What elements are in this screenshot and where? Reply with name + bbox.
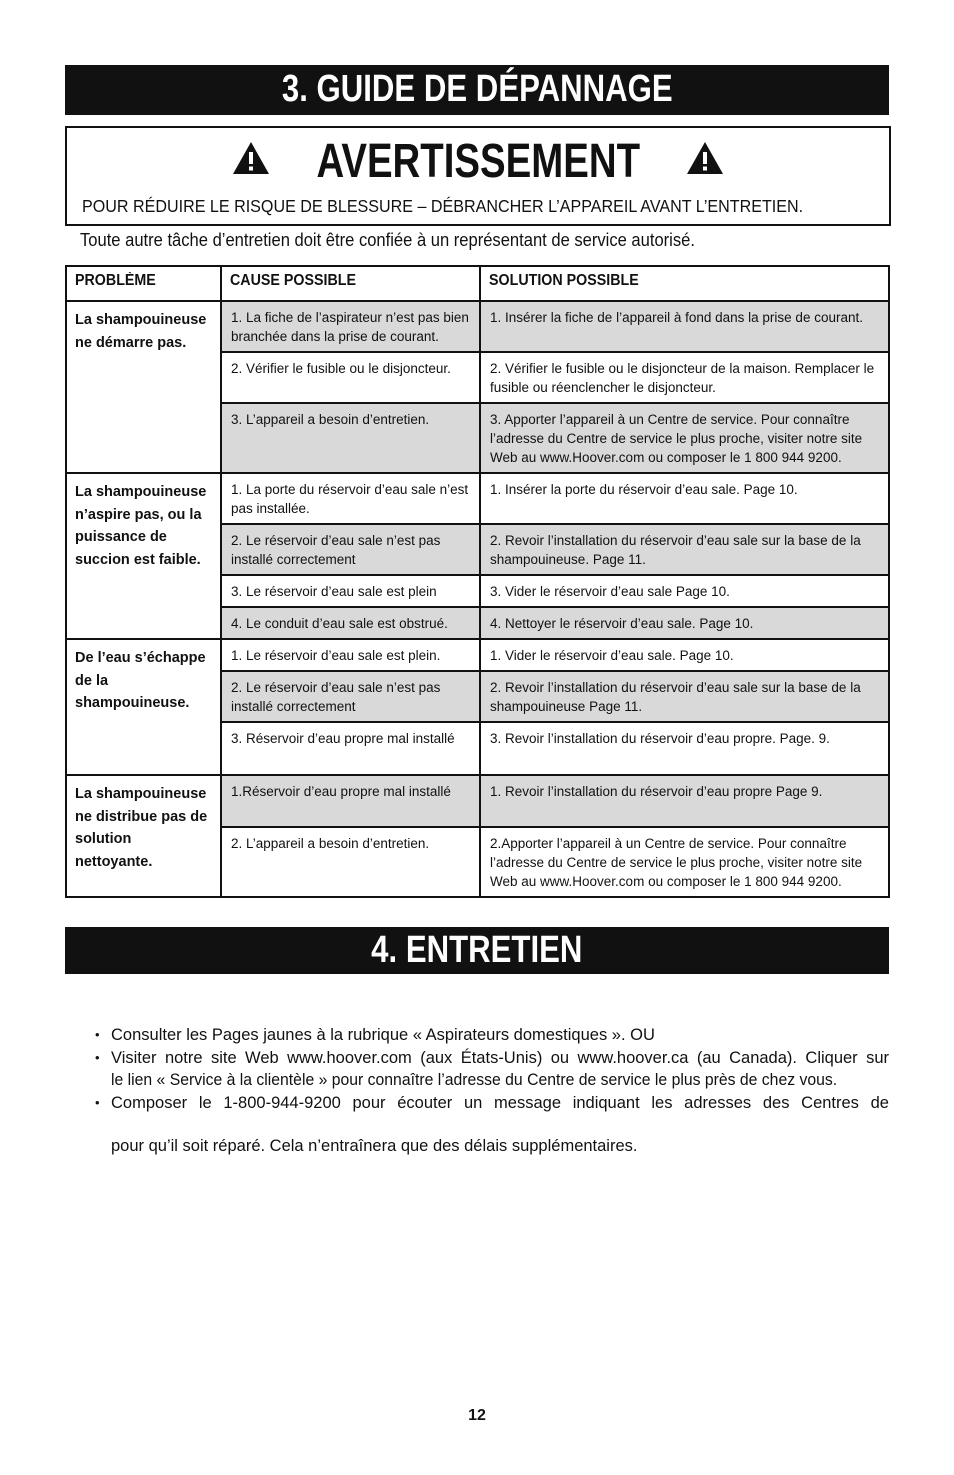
warning-title: AVERTISSEMENT xyxy=(316,135,640,188)
contact-list xyxy=(95,1024,889,1158)
list-item-continuation: le lien « Service à la clientèle » pour connaître l’adresse du Centre de service le plus près de chez vous. xyxy=(111,1071,838,1089)
solution-cell: 3. Apporter l’appareil à un Centre de service. Pour connaître l’adresse du Centre de service le plus proche, visiter notre site Web au www.Hoover.com ou composer le 1 800 944 9200. xyxy=(480,403,889,473)
section-heading-maintenance xyxy=(65,927,889,974)
section-heading-text: 4. ENTRETIEN xyxy=(371,929,583,971)
table-header-row xyxy=(66,266,889,301)
solution-cell: 1. Vider le réservoir d’eau sale. Page 10. xyxy=(480,639,889,671)
cause-cell: 3. Le réservoir d’eau sale est plein xyxy=(221,575,480,607)
list-item: • Consulter les Pages jaunes à la rubrique « Aspirateurs domestiques ». OU xyxy=(95,1024,889,1047)
warning-triangle-icon xyxy=(232,132,270,188)
solution-cell: 1. Revoir l’installation du réservoir d’eau propre Page 9. xyxy=(480,775,889,827)
solution-cell: 3. Vider le réservoir d’eau sale Page 10. xyxy=(480,575,889,607)
warning-box xyxy=(65,126,891,226)
solution-cell: 2. Revoir l’installation du réservoir d’eau sale sur la base de la shampouineuse. Page 11. xyxy=(480,524,889,575)
cause-cell: 2. L’appareil a besoin d’entretien. xyxy=(221,827,480,897)
list-item: • Visiter notre site Web www.hoover.com (aux États-Unis) ou www.hoover.ca (au Canada). Cliquer sur xyxy=(95,1047,889,1070)
column-header-cause: CAUSE POSSIBLE xyxy=(221,266,480,301)
solution-cell: 1. Insérer la fiche de l’appareil à fond dans la prise de courant. xyxy=(480,301,889,352)
section-heading-troubleshooting xyxy=(65,65,889,115)
warning-triangle-icon xyxy=(686,132,724,188)
problem-cell: La shampouineuse ne distribue pas de solution nettoyante. xyxy=(66,775,221,897)
solution-cell: 2.Apporter l’appareil à un Centre de service. Pour connaître l’adresse du Centre de service le plus proche, visiter notre site Web au www.Hoover.com ou composer le 1 800 944 9200. xyxy=(480,827,889,897)
table-row xyxy=(66,301,889,352)
warning-text: POUR RÉDUIRE LE RISQUE DE BLESSURE – DÉBRANCHER L’APPAREIL AVANT L’ENTRETIEN. xyxy=(82,196,804,216)
cause-cell: 2. Le réservoir d’eau sale n’est pas installé correctement xyxy=(221,671,480,722)
column-header-problem: PROBLÈME xyxy=(66,266,221,301)
cause-cell: 1.Réservoir d’eau propre mal installé xyxy=(221,775,480,827)
list-item-continuation: pour qu’il soit réparé. Cela n’entraînera que des délais supplémentaires. xyxy=(111,1137,638,1155)
solution-cell: 3. Revoir l’installation du réservoir d’eau propre. Page. 9. xyxy=(480,722,889,775)
table-row xyxy=(66,775,889,827)
cause-cell: 1. La fiche de l’aspirateur n’est pas bien branchée dans la prise de courant. xyxy=(221,301,480,352)
warning-title-row xyxy=(67,134,889,192)
cause-cell: 2. Le réservoir d’eau sale n’est pas installé correctement xyxy=(221,524,480,575)
cause-cell: 4. Le conduit d’eau sale est obstrué. xyxy=(221,607,480,639)
cause-cell: 1. La porte du réservoir d’eau sale n’est pas installée. xyxy=(221,473,480,524)
troubleshooting-table xyxy=(65,265,890,898)
column-header-solution: SOLUTION POSSIBLE xyxy=(480,266,889,301)
cause-cell: 2. Vérifier le fusible ou le disjoncteur. xyxy=(221,352,480,403)
table-row xyxy=(66,639,889,671)
cause-cell: 1. Le réservoir d’eau sale est plein. xyxy=(221,639,480,671)
list-item: • Composer le 1-800-944-9200 pour écouter un message indiquant les adresses des Centres de xyxy=(95,1092,889,1115)
problem-cell: La shampouineuse ne démarre pas. xyxy=(66,301,221,473)
table-row xyxy=(66,473,889,524)
solution-cell: 2. Revoir l’installation du réservoir d’eau sale sur la base de la shampouineuse Page 11. xyxy=(480,671,889,722)
page-number: 12 xyxy=(468,1407,486,1424)
cause-cell: 3. L’appareil a besoin d’entretien. xyxy=(221,403,480,473)
problem-cell: La shampouineuse n’aspire pas, ou la puissance de succion est faible. xyxy=(66,473,221,639)
solution-cell: 4. Nettoyer le réservoir d’eau sale. Page 10. xyxy=(480,607,889,639)
section-heading-text: 3. GUIDE DE DÉPANNAGE xyxy=(281,68,673,110)
intro-text: Toute autre tâche d’entretien doit être confiée à un représentant de service autorisé. xyxy=(80,230,695,250)
solution-cell: 2. Vérifier le fusible ou le disjoncteur de la maison. Remplacer le fusible ou réenclencher le disjoncteur. xyxy=(480,352,889,403)
cause-cell: 3. Réservoir d’eau propre mal installé xyxy=(221,722,480,775)
solution-cell: 1. Insérer la porte du réservoir d’eau sale. Page 10. xyxy=(480,473,889,524)
problem-cell: De l’eau s’échappe de la shampouineuse. xyxy=(66,639,221,775)
